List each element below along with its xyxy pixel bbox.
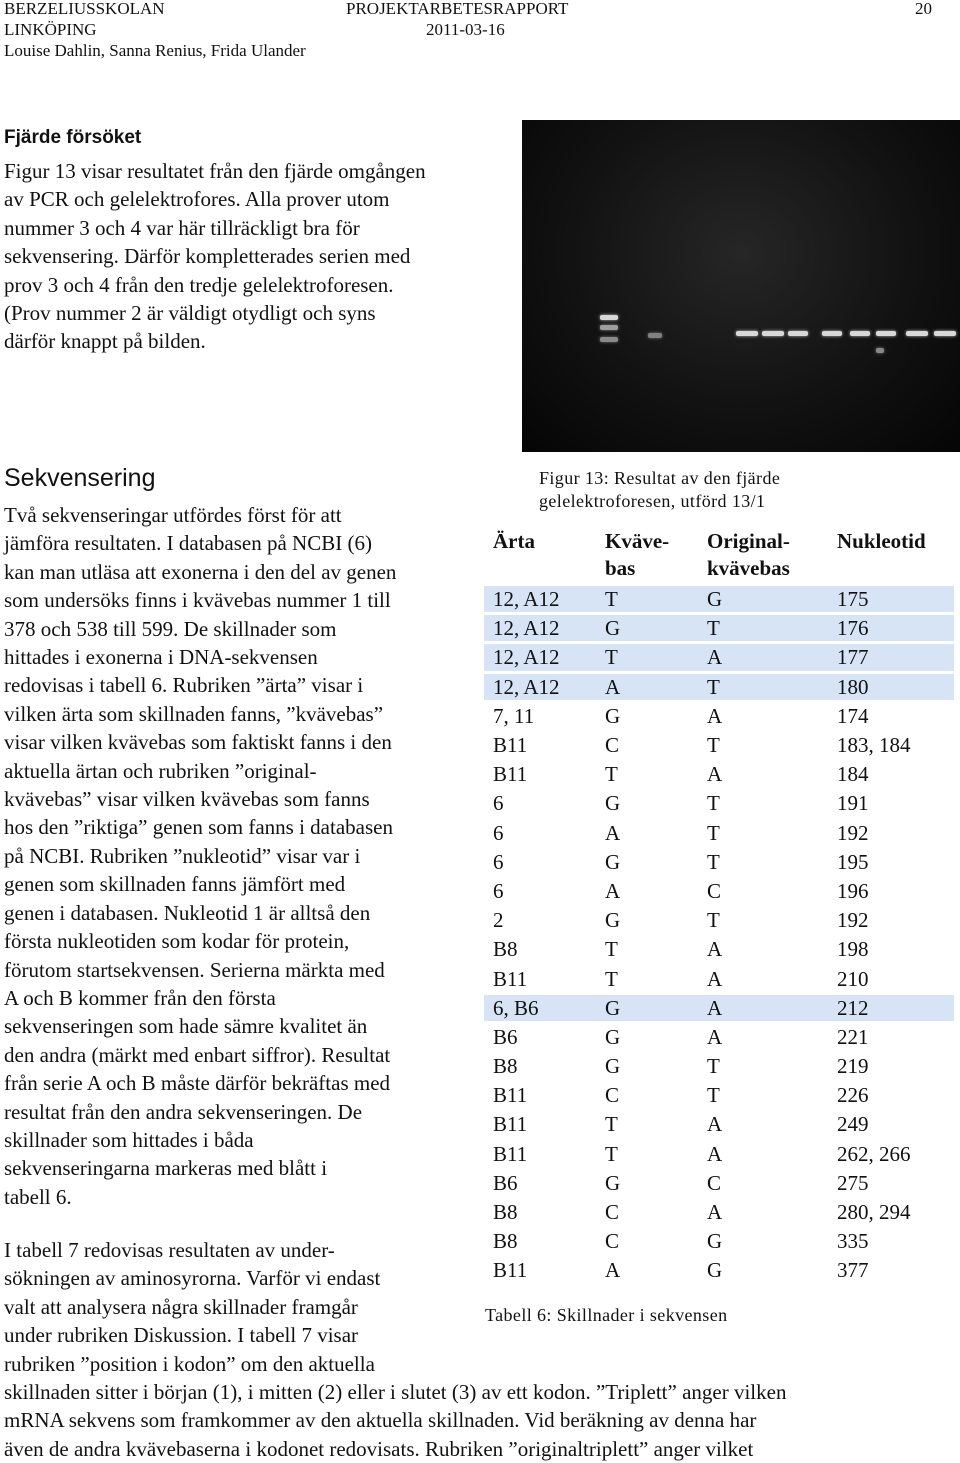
table-cell: 12, A12 (484, 614, 596, 643)
table-cell: A (698, 760, 828, 789)
table-cell: T (596, 964, 698, 993)
header-kvavebas: Kväve- bas (596, 528, 698, 586)
table-cell: A (698, 1197, 828, 1226)
table-row (484, 1081, 954, 1110)
table-row (484, 672, 954, 701)
text-line: tabell 6. (4, 1184, 72, 1209)
table-cell: 12, A12 (484, 586, 596, 614)
table-cell: A (596, 1256, 698, 1285)
table-cell: 377 (828, 1256, 954, 1285)
table-cell: T (698, 672, 828, 701)
table-cell: 212 (828, 993, 954, 1022)
table-row (484, 586, 954, 614)
table-cell: C (698, 1168, 828, 1197)
header-city: LINKÖPING (4, 20, 97, 39)
table-cell: G (596, 789, 698, 818)
table-cell: A (698, 1022, 828, 1051)
header-authors: Louise Dahlin, Sanna Renius, Frida Ulander (4, 41, 306, 60)
table-cell: 335 (828, 1227, 954, 1256)
header-date: 2011-03-16 (426, 20, 505, 39)
text-line: därför knappt på bilden. (4, 329, 206, 354)
text-line: vilken ärta som skillnaden fanns, ”kvävebas” (4, 701, 384, 726)
page-number: 20 (915, 0, 932, 18)
table-cell: G (698, 1256, 828, 1285)
text-line: skillnaden sitter i början (1), i mitten (2) eller i slutet (3) av ett kodon. ”Triplett” anger vilken (4, 1380, 787, 1404)
table-row (484, 847, 954, 876)
table-cell: B8 (484, 935, 596, 964)
table-header-row (484, 528, 954, 586)
text-line: Två sekvenseringar utfördes först för att (4, 503, 342, 527)
header-nukleotid: Nukleotid (828, 528, 954, 586)
table-cell: T (596, 935, 698, 964)
table-cell: G (698, 586, 828, 614)
table-row (484, 993, 954, 1022)
table-cell: 184 (828, 760, 954, 789)
text-line: mRNA sekvens som framkommer av den aktuella skillnaden. Vid beräkning av denna har (4, 1408, 757, 1433)
text-line: aktuella ärtan och rubriken ”original- (4, 758, 317, 783)
text-line: valt att analysera några skillnader framgår (4, 1294, 358, 1319)
table-row (484, 906, 954, 935)
text-line: från serie A och B måste därför bekräftas med (4, 1071, 391, 1096)
table-cell: A (698, 701, 828, 730)
table-caption: Tabell 6: Skillnader i sekvensen (485, 1305, 728, 1325)
text-line: hittades i exonerna i DNA-sekvensen (4, 645, 318, 670)
header-arta: Ärta (484, 528, 596, 586)
table-cell: 262, 266 (828, 1139, 954, 1168)
table-row (484, 1139, 954, 1168)
table-cell: B8 (484, 1197, 596, 1226)
text-line: sekvenseringarna markeras med blått i (4, 1156, 328, 1181)
text-line: första nukleotiden som kodar för protein, (4, 929, 350, 954)
table-cell: G (698, 1227, 828, 1256)
table-cell: B8 (484, 1227, 596, 1256)
table-row (484, 1052, 954, 1081)
table-cell: G (596, 847, 698, 876)
section3-paragraph-wide (4, 1378, 786, 1463)
table-cell: A (698, 935, 828, 964)
table-cell: T (596, 1139, 698, 1168)
table-cell: 191 (828, 789, 954, 818)
table-cell: 6 (484, 876, 596, 905)
table-row (484, 643, 954, 672)
table-cell: T (698, 906, 828, 935)
text-line: genen i databasen. Nukleotid 1 är alltså den (4, 900, 371, 925)
table-cell: 196 (828, 876, 954, 905)
text-line: Figur 13 visar resultatet från den fjärde omgången (4, 159, 426, 183)
table-cell: A (698, 1110, 828, 1139)
text-line: sekvensering. Därför kompletterades serien med (4, 244, 411, 269)
table-cell: C (596, 1197, 698, 1226)
table-row (484, 701, 954, 730)
text-line: genen som skillnaden fanns jämfört med (4, 872, 346, 897)
table-cell: A (596, 672, 698, 701)
header-school: BERZELIUSSKOLAN (4, 0, 165, 18)
table-cell: 195 (828, 847, 954, 876)
table-cell: T (698, 1052, 828, 1081)
table-row (484, 760, 954, 789)
table-cell: 192 (828, 906, 954, 935)
table-cell: A (596, 876, 698, 905)
table-cell: A (698, 1139, 828, 1168)
table-cell: G (596, 906, 698, 935)
table-cell: T (698, 847, 828, 876)
table-cell: B11 (484, 1139, 596, 1168)
table-cell: 183, 184 (828, 730, 954, 759)
table-cell: B6 (484, 1022, 596, 1051)
text-line: 378 och 538 till 599. De skillnader som (4, 616, 337, 641)
text-line: sekvenseringen som hade sämre kvalitet än (4, 1014, 368, 1039)
table-row (484, 876, 954, 905)
table-cell: T (596, 760, 698, 789)
table-cell: C (596, 1081, 698, 1110)
text-line: även de andra kvävebaserna i kodonet redovisats. Rubriken ”originaltriplett” anger vilket (4, 1436, 754, 1461)
table-cell: 192 (828, 818, 954, 847)
table-row (484, 1022, 954, 1051)
table-row (484, 1110, 954, 1139)
section3-paragraph-narrow (4, 1236, 380, 1378)
table-cell: 219 (828, 1052, 954, 1081)
table-cell: T (596, 1110, 698, 1139)
table-cell: B6 (484, 1168, 596, 1197)
table-cell: T (596, 643, 698, 672)
table-cell: G (596, 1022, 698, 1051)
text-line: prov 3 och 4 från den tredje gelelektroforesen. (4, 272, 394, 297)
table-row (484, 789, 954, 818)
table-cell: B11 (484, 1110, 596, 1139)
table-cell: 175 (828, 586, 954, 614)
table-cell: 177 (828, 643, 954, 672)
section-title-sequencing: Sekvensering (4, 464, 156, 492)
text-line: av PCR och gelelektrofores. Alla prover utom (4, 187, 390, 212)
table-cell: 280, 294 (828, 1197, 954, 1226)
header-report-type: PROJEKTARBETESRAPPORT (346, 0, 569, 18)
table-row (484, 1168, 954, 1197)
table-cell: 12, A12 (484, 643, 596, 672)
table-cell: 6 (484, 789, 596, 818)
table-cell: G (596, 1168, 698, 1197)
text-line: A och B kommer från den första (4, 985, 276, 1010)
text-line: kvävebas” visar vilken kvävebas som fanns (4, 787, 370, 812)
table-row (484, 964, 954, 993)
table-cell: G (596, 614, 698, 643)
text-line: på NCBI. Rubriken ”nukleotid” visar var i (4, 843, 361, 868)
table-row (484, 1256, 954, 1285)
text-line: under rubriken Diskussion. I tabell 7 visar (4, 1323, 359, 1348)
text-line: resultat från den andra sekvenseringen. De (4, 1099, 363, 1124)
table-cell: B11 (484, 1081, 596, 1110)
table-cell: 176 (828, 614, 954, 643)
table-cell: 180 (828, 672, 954, 701)
text-line: rubriken ”position i kodon” om den aktuella (4, 1351, 375, 1376)
table-cell: 226 (828, 1081, 954, 1110)
text-line: skillnader som hittades i båda (4, 1127, 254, 1152)
table-cell: B11 (484, 964, 596, 993)
table-cell: G (596, 1052, 698, 1081)
table-cell: T (698, 818, 828, 847)
table-cell: A (698, 993, 828, 1022)
table-cell: 275 (828, 1168, 954, 1197)
table-cell: 2 (484, 906, 596, 935)
text-line: jämföra resultaten. I databasen på NCBI (6) (4, 531, 372, 556)
differences-table (484, 528, 954, 1287)
table-cell: 210 (828, 964, 954, 993)
table-cell: 6 (484, 818, 596, 847)
table-cell: 249 (828, 1110, 954, 1139)
section-title-fourth-attempt: Fjärde försöket (4, 127, 142, 148)
text-line: I tabell 7 redovisas resultaten av under- (4, 1238, 335, 1262)
text-line: kan man utläsa att exonerna i den del av genen (4, 559, 397, 584)
table-cell: G (596, 701, 698, 730)
table-cell: 174 (828, 701, 954, 730)
table-cell: T (698, 1081, 828, 1110)
text-line: nummer 3 och 4 var här tillräckligt bra för (4, 215, 360, 240)
table-row (484, 614, 954, 643)
table-cell: B8 (484, 1052, 596, 1081)
table-cell: T (698, 730, 828, 759)
table-cell: B11 (484, 1256, 596, 1285)
text-line: redovisas i tabell 6. Rubriken ”ärta” visar i (4, 673, 364, 698)
table-cell: 221 (828, 1022, 954, 1051)
gel-electrophoresis-image (522, 120, 960, 452)
table-cell: 12, A12 (484, 672, 596, 701)
table-cell: C (596, 1227, 698, 1256)
table-row (484, 1227, 954, 1256)
table-cell: T (596, 586, 698, 614)
table-cell: B11 (484, 760, 596, 789)
table-cell: A (698, 964, 828, 993)
section2-paragraph (4, 501, 396, 1211)
table-cell: 6 (484, 847, 596, 876)
table-cell: C (698, 876, 828, 905)
table-row (484, 818, 954, 847)
table-cell: 6, B6 (484, 993, 596, 1022)
section1-paragraph (4, 157, 426, 356)
table-cell: A (698, 643, 828, 672)
table-cell: T (698, 614, 828, 643)
text-line: förutom startsekvensen. Serierna märkta med (4, 957, 385, 982)
table-row (484, 730, 954, 759)
table-cell: G (596, 993, 698, 1022)
figure-caption: Figur 13: Resultat av den fjärde gelelektroforesen, utförd 13/1 (539, 468, 781, 511)
text-line: den andra (märkt med enbart siffror). Resultat (4, 1042, 391, 1067)
header-originalkvavebas: Original- kvävebas (698, 528, 828, 586)
table-row (484, 935, 954, 964)
text-line: (Prov nummer 2 är väldigt otydligt och syns (4, 301, 376, 326)
table-cell: C (596, 730, 698, 759)
text-line: hos den ”riktiga” genen som fanns i databasen (4, 815, 393, 840)
text-line: sökningen av aminosyrorna. Varför vi endast (4, 1266, 381, 1291)
table-cell: 7, 11 (484, 701, 596, 730)
text-line: visar vilken kvävebas som faktiskt fanns i den (4, 730, 392, 755)
table-cell: 198 (828, 935, 954, 964)
table-cell: B11 (484, 730, 596, 759)
table-cell: A (596, 818, 698, 847)
text-line: som undersöks finns i kvävebas nummer 1 till (4, 588, 391, 613)
table-cell: T (698, 789, 828, 818)
table-row (484, 1197, 954, 1226)
